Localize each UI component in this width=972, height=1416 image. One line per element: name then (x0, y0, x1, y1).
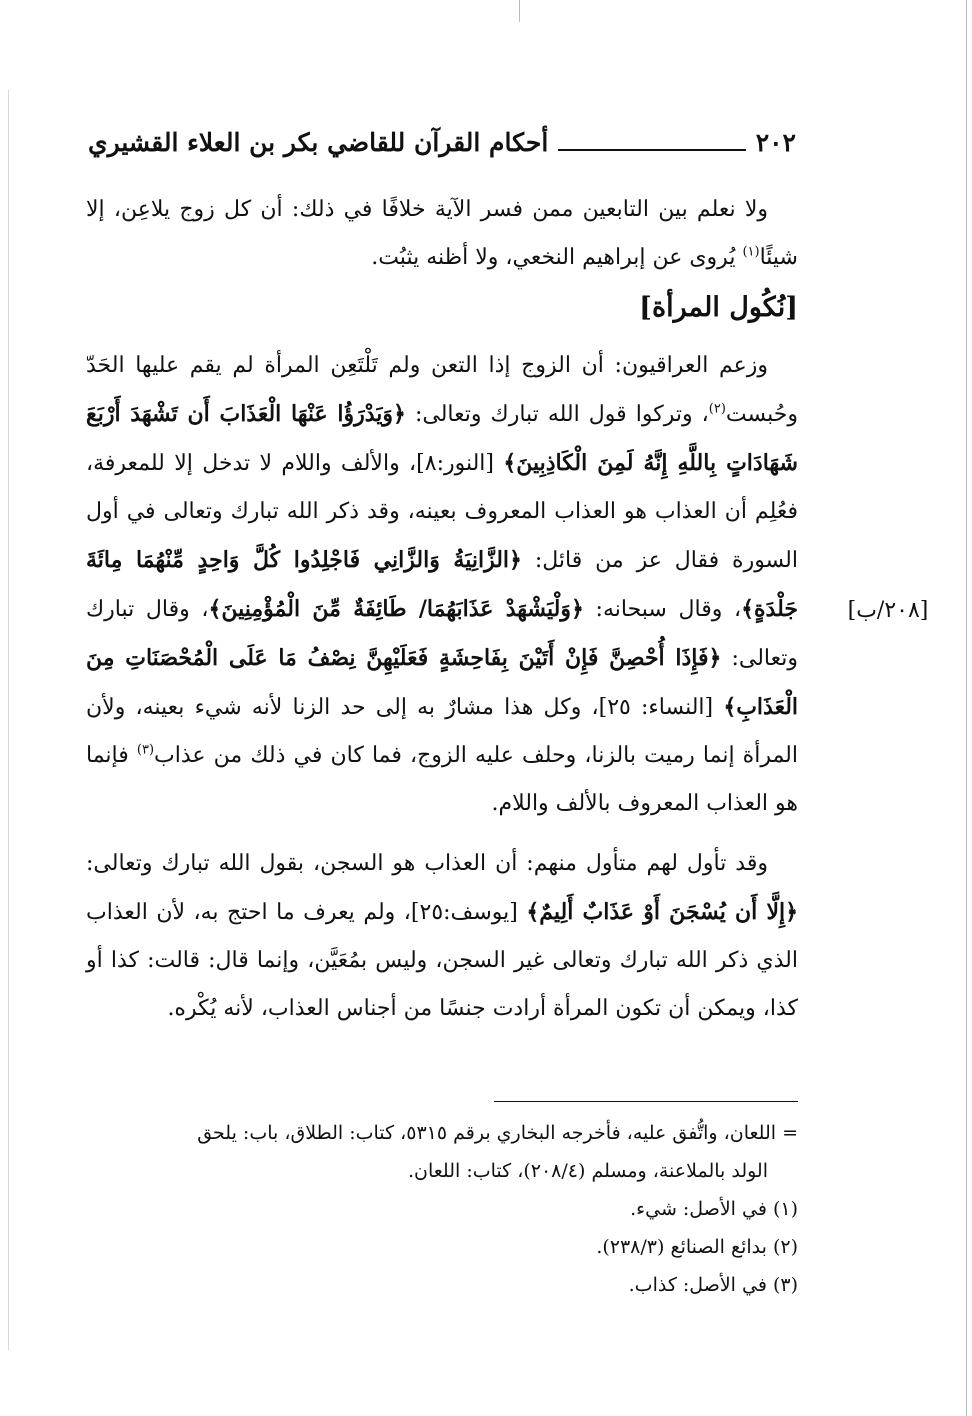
footnote-ref-2: (٢) (708, 401, 726, 417)
footnote-3: (٣) في الأصل: كذاب. (628, 1274, 798, 1296)
footnote-separator (494, 1101, 798, 1102)
paragraph-text: [يوسف:٢٥]، ولم يعرف ما احتج به، لأن العذاب الذي ذكر الله تبارك وتعالى غير السجن، وليس بمُعَيَّن، وإنما قال: قالت: كذا أو كذا، ويمكن أن تكون المرأة أرادت جنسًا من أجناس العذاب، لأنه يُكْره. (86, 900, 798, 1021)
paragraph-text: يُروى عن إبراهيم النخعي، ولا أظنه يثبُت. (371, 245, 743, 270)
quran-verse: ﴿إِلَّا أَن يُسْجَنَ أَوْ عَذَابٌ أَلِيمٌ﴾ (526, 899, 798, 925)
paragraph-1 (86, 186, 798, 282)
quran-verse: ﴿الزَّانِيَةُ وَالزَّانِي فَاجْلِدُوا كُلَّ وَاحِدٍ مِّنْهُمَا مِائَةَ جَلْدَةٍ﴾ (86, 547, 798, 622)
paragraph-text: وقد تأول لهم متأول منهم: أن العذاب هو السجن، بقول الله تبارك وتعالى: (86, 851, 768, 876)
footnote-continuation: الولد بالملاعنة، ومسلم (٢٠٨/٤)، كتاب: اللعان. (407, 1160, 768, 1182)
footnotes (86, 1114, 798, 1304)
header-rule (558, 133, 745, 151)
section-heading: [نُكُول المرأة] (639, 292, 798, 323)
paragraph-text: [النساء: ٢٥]، وكل هذا مشارٌ به إلى حد الزنا لأنه شيء بعينه، ولأن المرأة إنما رميت بالزنا، وحلف عليه الزوج، فما كان في ذلك من عذاب (86, 695, 798, 768)
paragraph-text: ولا نعلم بين التابعين ممن فسر الآية خلافًا في ذلك: أن كل زوج يلاعِن، إلا شيئًا (86, 197, 798, 270)
manuscript-folio-marker: [٢٠٨/ب] (847, 598, 929, 623)
paragraph-text: ، وقال سبحانه: (583, 597, 742, 622)
quran-verse: ﴿فَإِذَا أُحْصِنَّ فَإِنْ أَتَيْنَ بِفَاحِشَةٍ فَعَلَيْهِنَّ نِصْفُ مَا عَلَى الْمُحْصَنَاتِ مِنَ الْعَذَابِ﴾ (86, 645, 799, 720)
paragraph-text: ، وقال تبارك وتعالى: (86, 597, 798, 671)
paragraph-text: ، وتركوا قول الله تبارك وتعالى: (405, 402, 709, 427)
book-title: أحكام القرآن للقاضي بكر بن العلاء القشيري (88, 127, 549, 157)
footnote-continuation: = اللعان، واتُّفق عليه، فأخرجه البخاري برقم ٥٣١٥، كتاب: الطلاق، باب: يلحق (197, 1122, 798, 1144)
page-edge-line (966, 0, 967, 1416)
footnote-2: (٢) بدائع الصنائع (٢٣٨/٣). (596, 1236, 798, 1258)
paragraph-text: وزعم العراقيون: أن الزوج إذا التعن ولم تَلْتَعِن المرأة لم يقم عليها الحَدّ وحُبست (86, 353, 798, 427)
gutter-shadow (8, 90, 9, 1350)
footnote-ref-1: (١) (742, 244, 760, 260)
paragraph-3 (86, 840, 798, 1033)
paragraph-text: فإنما هو العذاب المعروف بالألف واللام. (86, 743, 798, 816)
main-text (86, 186, 798, 1033)
quran-verse: ﴿وَيَدْرَؤُا عَنْهَا الْعَذَابَ أَن تَشْهَدَ أَرْبَعَ شَهَادَاتٍ بِاللَّهِ إِنَّهُ لَمِنَ الْكَاذِبِينَ﴾ (86, 401, 798, 476)
paragraph-text: [النور:٨]، والألف واللام لا تدخل إلا للمعرفة، فعُلِم أن العذاب هو العذاب المعروف بعينه، وقد ذكر الله تبارك وتعالى في أول السورة فقال عز من قائل: (86, 451, 799, 573)
quran-verse: ﴿وَلْيَشْهَدْ عَذَابَهُمَا/ طَائِفَةٌ مِّنَ الْمُؤْمِنِينَ﴾ (208, 596, 584, 622)
footnote-1: (١) في الأصل: شيء. (630, 1198, 798, 1220)
paragraph-2 (86, 342, 798, 828)
scan-mark (519, 0, 520, 22)
page-number: ٢٠٢ (755, 127, 796, 157)
footnote-ref-3: (٣) (136, 742, 155, 758)
running-header (88, 120, 796, 164)
